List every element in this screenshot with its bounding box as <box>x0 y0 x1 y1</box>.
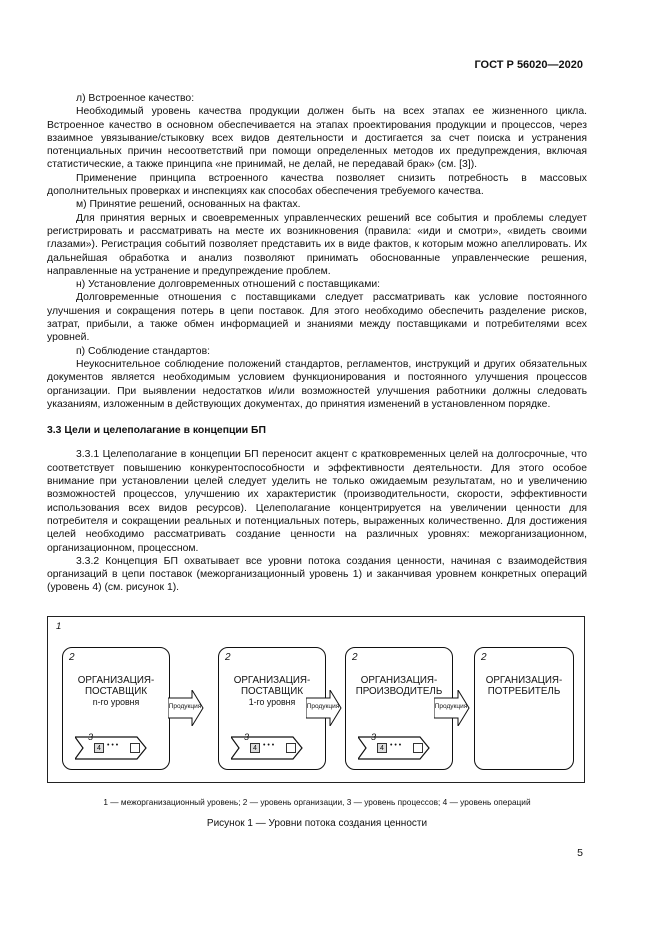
document-header: ГОСТ Р 56020—2020 <box>474 59 583 71</box>
paragraph: м) Принятие решений, основанных на фактах. <box>76 199 301 211</box>
org-name: ОРГАНИЗАЦИЯ-ПОСТАВЩИК <box>233 675 311 697</box>
operation-box <box>286 743 296 753</box>
value-stream-figure <box>47 616 585 783</box>
product-flow-arrow <box>168 690 204 726</box>
org-name: ОРГАНИЗАЦИЯ-ПОСТАВЩИК <box>77 675 155 697</box>
level-label: 3 <box>244 732 250 742</box>
level-label: 3 <box>88 732 94 742</box>
org-box-consumer <box>474 647 574 770</box>
paragraph: н) Установление долговременных отношений с поставщиками: <box>76 279 381 291</box>
operation-box: 4 <box>250 743 260 753</box>
org-subtitle: n-го уровня <box>92 697 140 707</box>
paragraph: п) Соблюдение стандартов: <box>76 345 210 357</box>
process-block <box>75 732 147 761</box>
paragraph: Для принятия верных и своевременных управленческих решений все события и проблемы следует регистрировать и рассматривать на месте их возникновения (правила: «иди и смотри», «видеть своими глазами»). Регистрация событий позволяет представить их в виде фактов, к которым можно апеллировать. Их дальнейшая обработка и анализ позволяют принимать обоснованные управленческие решения, направленные на устранение и предупреждение проблем. <box>47 212 587 277</box>
level-label: 2 <box>352 652 358 663</box>
paragraph: 3.3.2 Концепция БП охватывает все уровни потока создания ценности, начиная с взаимодействия организаций в цепи поставок (межорганизационный уровень 1) и заканчивая уровнем конкретных операций (уровень 4) (см. рисунок 1). <box>47 555 587 594</box>
level-label: 2 <box>481 652 487 663</box>
process-block <box>231 732 303 761</box>
level-label: 3 <box>371 732 377 742</box>
paragraph: л) Встроенное качество: <box>76 93 195 104</box>
operation-box <box>130 743 140 753</box>
flow-label: Продукция <box>168 703 202 710</box>
operations-ellipsis: • • • <box>107 742 119 749</box>
level-label: 1 <box>56 621 62 632</box>
org-title <box>63 675 169 708</box>
product-flow-arrow <box>306 690 342 726</box>
operation-box <box>413 743 423 753</box>
product-flow-arrow <box>434 690 470 726</box>
page-number: 5 <box>577 847 583 859</box>
process-block <box>358 732 430 761</box>
org-subtitle: 1-го уровня <box>248 697 296 707</box>
section-title: 3.3 Цели и целеполагание в концепции БП <box>47 425 266 437</box>
org-title <box>475 675 573 697</box>
flow-label: Продукция <box>434 703 468 710</box>
operation-box: 4 <box>94 743 104 753</box>
org-name: ОРГАНИЗАЦИЯ-ПОТРЕБИТЕЛЬ <box>485 675 563 697</box>
operations-ellipsis: • • • <box>390 742 402 749</box>
figure-caption: Рисунок 1 — Уровни потока создания ценности <box>206 818 428 829</box>
level-label: 2 <box>225 652 231 663</box>
paragraph: Необходимый уровень качества продукции должен быть на всех этапах ее жизненного цикла. Встроенное качество в основном обеспечивается на этапах проектирования продукции и процессов, через взаимное увязывание/стыковку всех видов деятельности и достигается за счет поиска и устранения потенциальных причин несоответствий при помощи определенных методов их предупреждения, включая статистические, а также принципа «не принимай, не делай, не передавай брак» (см. [3]). <box>47 106 587 171</box>
document-body <box>47 92 587 595</box>
figure-legend: 1 — межорганизационный уровень; 2 — уровень организации, 3 — уровень процессов; 4 — уровень операций <box>103 797 531 807</box>
paragraph: Применение принципа встроенного качества позволяет снизить потребность в массовых дополнительных проверках и инспекциях как способах обеспечения требуемого качества. <box>47 172 587 198</box>
paragraph: 3.3.1 Целеполагание в концепции БП переносит акцент с кратковременных целей на долгосрочные, что соответствует повышению конкурентоспособности и эффективности деятельности. Для этого особое внимание при установлении целей следует уделить не только ожидаемым результатам, но и увеличению возможностей процессов, улучшению их характеристик (производительности, скорости, эффективности использования всех видов ресурсов). Целеполагание концентрируется на увеличении ценности для потребителя и сокращении реальных и потенциальных потерь, выраженных количественно. Для достижения целей необходимо рассматривать создание ценности на различных уровнях: межорганизационном, организационном, процессном. <box>47 449 587 554</box>
level-label: 2 <box>69 652 75 663</box>
org-box-supplier-n <box>62 647 170 770</box>
flow-label: Продукция <box>306 703 340 710</box>
operations-ellipsis: • • • <box>263 742 275 749</box>
paragraph: Неукоснительное соблюдение положений стандартов, регламентов, инструкций и других обязательных документов является необходимым условием функционирования и постоянного улучшения процессов организации. При выявлении недостатков и/или возможностей улучшения работники должны следовать указаниям, изложенным в действующих документах, до принятия изменений в установленном порядке. <box>47 358 587 410</box>
org-name: ОРГАНИЗАЦИЯ-ПРОИЗВОДИТЕЛЬ <box>355 675 443 697</box>
operation-box: 4 <box>377 743 387 753</box>
paragraph: Долговременные отношения с поставщиками следует рассматривать как условие постоянного улучшения и сокращения потерь в цепи поставок. Для этого необходимо обеспечить разделение рисков, затрат, прибыли, а также обмен информацией и знаниями между поставщиками и потребителями всех уровней. <box>47 292 587 344</box>
